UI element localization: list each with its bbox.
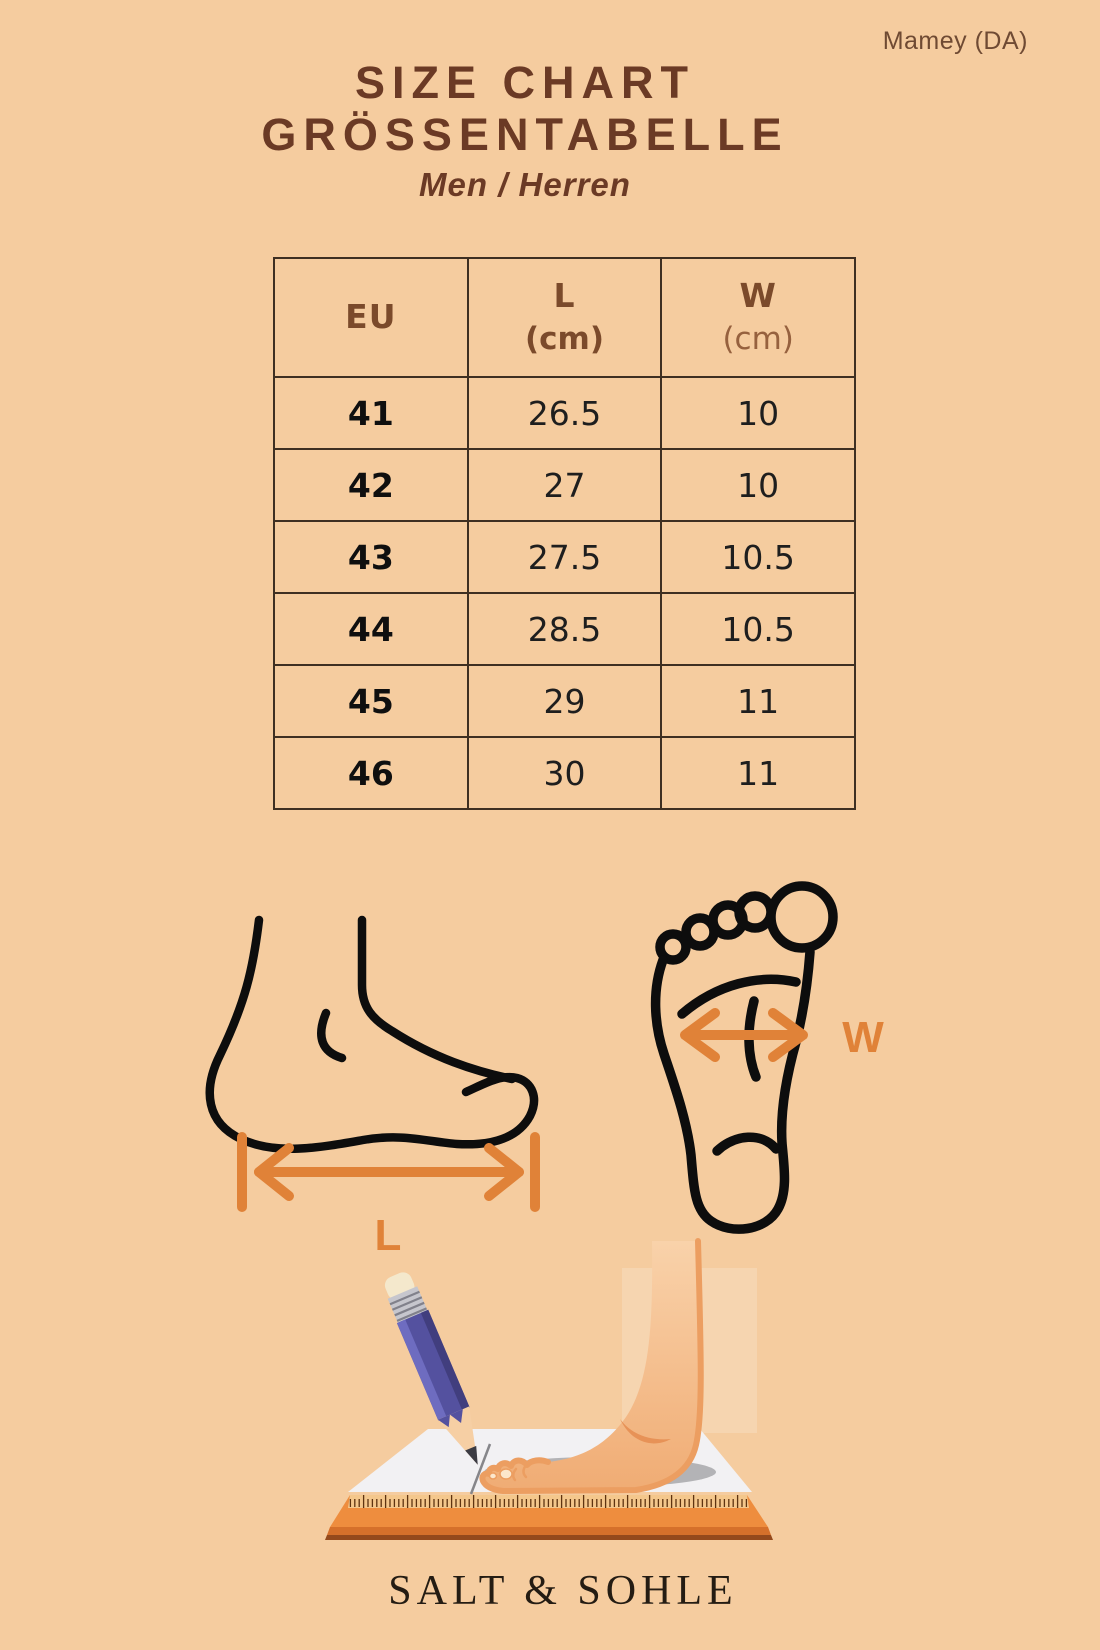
foot-measuring-illustration xyxy=(300,1213,800,1553)
cell-width: 11 xyxy=(661,665,855,737)
toenail xyxy=(490,1473,497,1479)
cell-width: 11 xyxy=(661,737,855,809)
cell-width: 10.5 xyxy=(661,521,855,593)
page-title-en: SIZE CHART xyxy=(355,57,695,108)
column-label: EU xyxy=(345,297,397,337)
foot-sole-width-illustration xyxy=(635,868,905,1243)
length-arrow xyxy=(242,1137,535,1207)
cell-length: 26.5 xyxy=(468,377,662,449)
cell-eu: 44 xyxy=(274,593,468,665)
table-row xyxy=(274,377,855,449)
ruler xyxy=(325,1495,773,1540)
cell-width: 10 xyxy=(661,377,855,449)
column-unit: (cm) xyxy=(524,320,604,357)
cell-width: 10.5 xyxy=(661,593,855,665)
table-row xyxy=(274,665,855,737)
toenail xyxy=(500,1469,512,1479)
foot-side-outline xyxy=(210,920,534,1149)
length-label: L xyxy=(374,1211,402,1260)
table-row xyxy=(274,737,855,809)
table-row xyxy=(274,521,855,593)
cell-length: 27.5 xyxy=(468,521,662,593)
foot-sole-outline xyxy=(656,886,833,1229)
page-title-de: GRÖSSENTABELLE xyxy=(261,109,789,160)
width-arrow xyxy=(685,1013,803,1057)
column-unit: (cm) xyxy=(722,320,794,357)
page-subtitle-gender: Men / Herren xyxy=(419,166,631,203)
brand-logo-text: SALT & SOHLE xyxy=(388,1568,738,1614)
cell-eu: 45 xyxy=(274,665,468,737)
column-label: L xyxy=(553,276,576,316)
variant-label: Mamey (DA) xyxy=(882,27,1028,55)
size-table xyxy=(273,257,856,810)
cell-length: 29 xyxy=(468,665,662,737)
size-table-header xyxy=(274,258,855,377)
cell-eu: 43 xyxy=(274,521,468,593)
table-row xyxy=(274,449,855,521)
column-header-eu xyxy=(274,258,468,377)
column-label: W xyxy=(739,276,777,316)
column-header-length xyxy=(468,258,662,377)
width-label: W xyxy=(842,1013,884,1062)
cell-eu: 46 xyxy=(274,737,468,809)
cell-length: 27 xyxy=(468,449,662,521)
cell-width: 10 xyxy=(661,449,855,521)
cell-eu: 42 xyxy=(274,449,468,521)
cell-length: 28.5 xyxy=(468,593,662,665)
column-header-width xyxy=(661,258,855,377)
cell-length: 30 xyxy=(468,737,662,809)
cell-eu: 41 xyxy=(274,377,468,449)
table-row xyxy=(274,593,855,665)
